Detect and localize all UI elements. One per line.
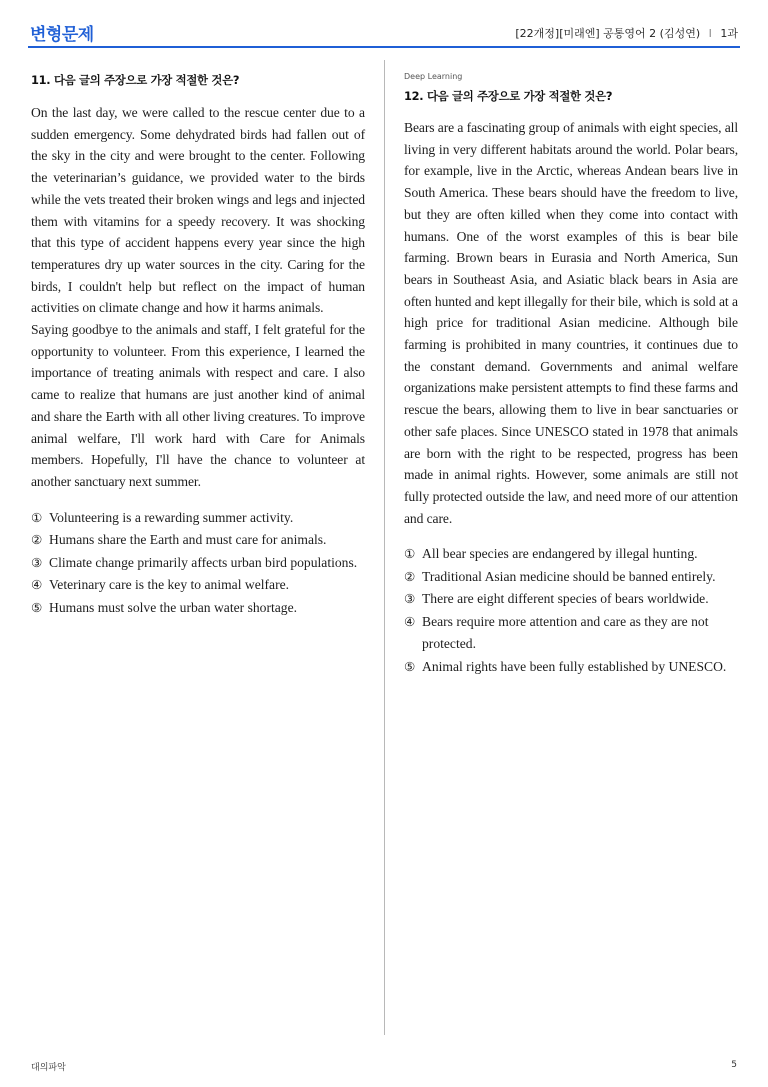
choice-text: Humans must solve the urban water shortage.	[49, 599, 298, 615]
choice-number: ⑤	[31, 599, 43, 615]
choice-number: ②	[404, 568, 416, 584]
answer-choice[interactable]	[31, 507, 365, 530]
answer-choice[interactable]	[31, 529, 365, 552]
answer-choice[interactable]	[404, 543, 738, 566]
course-title: [22개정][미래엔] 공통영어 2 (김성연)	[515, 27, 701, 40]
header-separator: I	[708, 27, 712, 40]
question-title: 12. 다음 글의 주장으로 가장 적절한 것은?	[404, 89, 613, 103]
choice-number: ②	[31, 532, 43, 548]
answer-choices	[404, 543, 738, 678]
choice-text: Volunteering is a rewarding summer activity.	[49, 509, 294, 525]
column-divider	[384, 60, 385, 1035]
answer-choice[interactable]	[404, 656, 738, 679]
footer-section-label: 대의파악	[31, 1063, 66, 1073]
choice-text: Bears require more attention and care as they are not protected.	[422, 613, 709, 652]
passage-paragraph: On the last day, we were called to the rescue center due to a sudden emergency. Some dehydrated birds had fallen out of the sky in the city and were brought to the center. Following the veterinarian’s guidance, we provided water to the birds while the vets treated their broken wings and legs and injected them with vitamins for a speedy recovery. It was shocking that this type of accident happens every year since the high temperatures dry up water sources in the city. Caring for the birds, I couldn't help but reflect on the impact of human activities on climate change and how it harms animals.	[31, 105, 365, 316]
page-header	[28, 18, 740, 48]
choice-number: ③	[404, 591, 416, 607]
answer-choice[interactable]	[31, 552, 365, 575]
answer-choice[interactable]	[404, 611, 738, 656]
section-tag: Deep Learning	[404, 72, 463, 81]
page-title: 변형문제	[30, 25, 94, 45]
course-info	[515, 25, 738, 41]
choice-number: ①	[404, 546, 416, 562]
question-11	[31, 60, 365, 619]
header-rule	[28, 46, 740, 48]
question-title: 11. 다음 글의 주장으로 가장 적절한 것은?	[31, 73, 240, 87]
choice-text: Traditional Asian medicine should be banned entirely.	[422, 568, 716, 584]
choice-text: There are eight different species of bears worldwide.	[422, 591, 709, 607]
answer-choice[interactable]	[404, 566, 738, 589]
answer-choices	[31, 507, 365, 620]
choice-text: All bear species are endangered by illegal hunting.	[422, 546, 698, 562]
passage-paragraph: Bears are a fascinating group of animals with eight species, all living in very different habitats around the world. Polar bears, for example, live in the Arctic, whereas Andean bears live in South America. These bears should have the freedom to live, but they are often killed when they come into contact with humans. One of the worst examples of this is bear bile farming. Brown bears in Eurasia and North America, Sun bears in Southeast Asia, and Asiatic black bears in Asia are often hunted and kept illegally for their bile, which is sold at a high price for traditional Asian medicine. Although bile farming is prohibited in many countries, it continues due to the constant demand. Governments and animal welfare organizations make persistent attempts to find these farms and rescue the bears, allowing them to live in bear sanctuaries or other safe places. Since UNESCO stated in 1978 that animals are born with the right to be respected, progress has been made in animal rights. However, some animals are still not fully protected outside the law, and need more of our attention and care.	[404, 120, 738, 526]
passage-paragraph: Saying goodbye to the animals and staff, I felt grateful for the opportunity to volunteer. From this experience, I learned the importance of treating animals with respect and care. I also came to realize that humans are just another kind of animal and share the Earth with all other living creatures. To improve animal welfare, I'll work hard with Care for Animals members. Hopefully, I'll have the chance to volunteer at another sanctuary next summer.	[31, 322, 365, 489]
choice-number: ③	[31, 554, 43, 570]
choice-text: Humans share the Earth and must care for animals.	[49, 532, 327, 548]
choice-number: ①	[31, 509, 43, 525]
choice-text: Climate change primarily affects urban bird populations.	[49, 554, 358, 570]
lesson-label: 1과	[720, 27, 738, 40]
choice-text: Animal rights have been fully established by UNESCO.	[422, 658, 727, 674]
choice-text: Veterinary care is the key to animal welfare.	[49, 577, 290, 593]
choice-number: ⑤	[404, 658, 416, 674]
answer-choice[interactable]	[404, 588, 738, 611]
page-number: 5	[731, 1060, 737, 1070]
question-12	[404, 60, 738, 678]
answer-choice[interactable]	[31, 574, 365, 597]
choice-number: ④	[31, 577, 43, 593]
choice-number: ④	[404, 613, 416, 629]
answer-choice[interactable]	[31, 597, 365, 620]
